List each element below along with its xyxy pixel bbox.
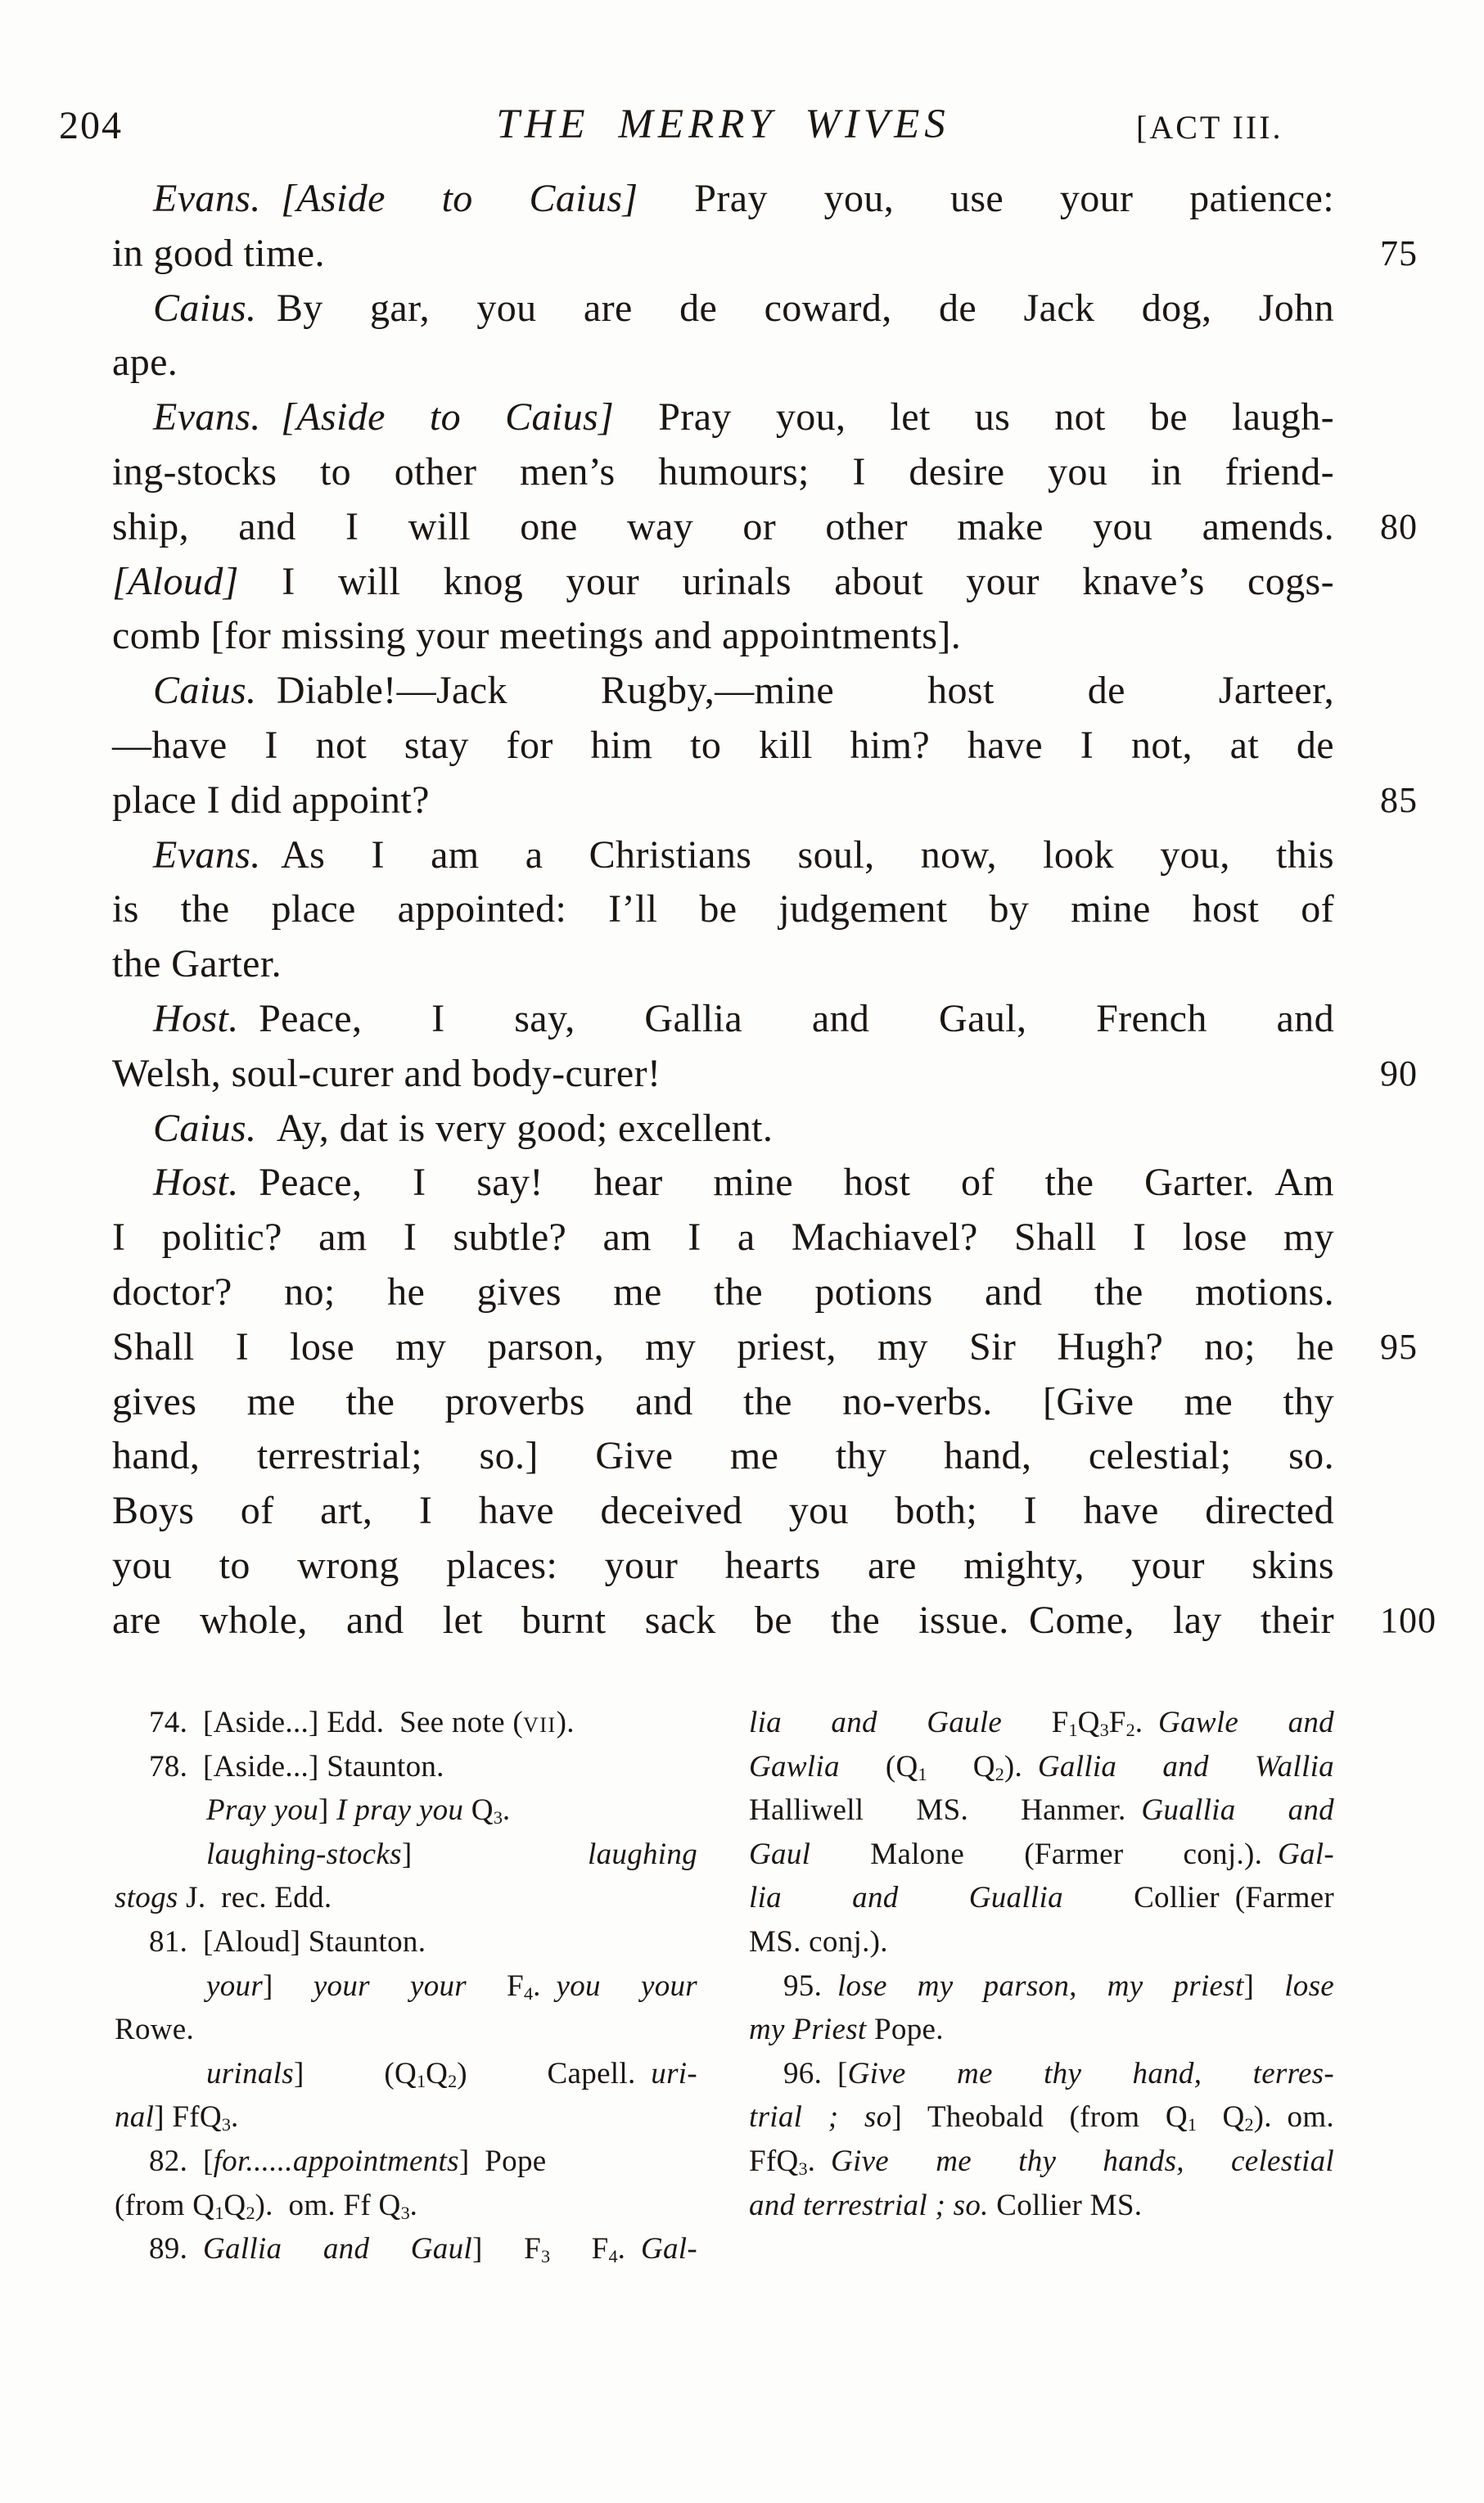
- italic-text: trial ; so: [749, 2100, 892, 2135]
- text: (Q: [839, 1749, 918, 1784]
- text: Pope.: [866, 2013, 944, 2047]
- text: As I am a Christians soul, now, look you, this: [260, 832, 1334, 877]
- italic-text: Gal-: [1277, 1837, 1334, 1871]
- text: 74. [Aside...] Edd. See note (: [149, 1706, 524, 1739]
- footnote-line: [115, 2095, 697, 2140]
- italic-text: Evans.: [153, 177, 261, 220]
- subscript-siglum: 1: [1187, 2114, 1197, 2135]
- footnote-line: [115, 2227, 697, 2271]
- footnotes-left-column: [115, 1701, 697, 2271]
- text: Diable!—Jack Rugby,—mine host de Jarteer,: [256, 669, 1334, 713]
- italic-text: [Aside to Caius]: [281, 177, 638, 220]
- text: F: [1108, 1706, 1126, 1739]
- text-line: [112, 937, 1334, 992]
- text-line: [112, 1047, 1418, 1102]
- italic-text: Gawle and: [1158, 1706, 1334, 1739]
- italic-text: my Priest: [749, 2013, 867, 2047]
- footnote-line: [749, 1833, 1334, 1877]
- text-line: [112, 1375, 1334, 1430]
- italic-text: for......appointments: [213, 2144, 459, 2178]
- text: .: [409, 2188, 418, 2222]
- italic-text: Gaul: [749, 1837, 811, 1871]
- text: Collier MS.: [988, 2188, 1143, 2222]
- text: 81. [Aloud] Staunton.: [149, 1924, 426, 1959]
- text: Q: [1196, 2100, 1245, 2135]
- text: Q: [1077, 1706, 1100, 1739]
- italic-text: [Aside to Caius]: [281, 395, 615, 440]
- text: .: [1134, 1706, 1159, 1739]
- footnote-line: [115, 2008, 697, 2052]
- text: F: [1002, 1706, 1069, 1739]
- subscript-siglum: 4: [608, 2246, 618, 2266]
- text: Q: [223, 2188, 246, 2222]
- text: Halliwell MS. Hanmer.: [749, 1793, 1142, 1828]
- footnote-line: [749, 1920, 1334, 1964]
- text-line: [112, 390, 1334, 445]
- italic-text: lose: [1284, 1969, 1334, 2003]
- act-scene-label: [ACT III.: [1136, 109, 1283, 146]
- text: ). om.: [1253, 2100, 1334, 2135]
- footnote-line: [115, 1701, 697, 1745]
- text: I politic? am I subtle? am I a Machiavel? Shall I lose my: [112, 1215, 1334, 1260]
- italic-text: Guallia and: [1141, 1793, 1334, 1828]
- italic-text: nal: [115, 2100, 155, 2135]
- text-line: [112, 1539, 1334, 1594]
- text-line: [112, 1484, 1334, 1539]
- text-line: [112, 1265, 1334, 1320]
- play-dialogue-block: [112, 172, 1437, 1648]
- text: ]: [318, 1793, 337, 1828]
- text-line: [112, 1594, 1437, 1648]
- text: is the place appointed: I’ll be judgement by mine host of: [112, 887, 1334, 931]
- text: Ay, dat is very good; excellent.: [256, 1106, 774, 1150]
- text: .: [617, 2232, 641, 2266]
- text: 82. [: [149, 2144, 214, 2178]
- subscript-siglum: 3: [493, 1807, 503, 1829]
- text-line: [112, 828, 1334, 883]
- subscript-siglum: 1: [214, 2202, 224, 2223]
- subscript-siglum: 2: [1125, 1719, 1135, 1740]
- margin-line-number: 90: [1380, 1053, 1418, 1094]
- text: 78. [Aside...] Staunton.: [149, 1749, 444, 1784]
- subscript-siglum: 1: [416, 2070, 426, 2091]
- italic-text: and terrestrial ; so.: [749, 2188, 989, 2222]
- margin-line-number: 95: [1380, 1326, 1418, 1367]
- text: ship, and I will one way or other make you amends.: [112, 504, 1334, 548]
- footnote-line: [749, 2095, 1334, 2140]
- text: Pray you, use your patience:: [638, 177, 1334, 220]
- margin-line-number: 100: [1380, 1599, 1437, 1640]
- subscript-siglum: 1: [918, 1763, 927, 1784]
- subscript-siglum: 3: [798, 2158, 808, 2179]
- text: ] Theobald (from Q: [891, 2100, 1188, 2135]
- footnote-line: [115, 1788, 697, 1833]
- footnote-line: [115, 2184, 697, 2228]
- text: Pray you, let us not be laugh-: [614, 395, 1334, 440]
- text: 89.: [149, 2232, 203, 2266]
- text-line: [112, 719, 1334, 773]
- italic-text: Gallia and Gaul: [202, 2232, 472, 2266]
- footnote-line: [749, 2008, 1334, 2052]
- text: Shall I lose my parson, my priest, my Sir Hugh? no; he: [112, 1324, 1334, 1369]
- footnote-line: [749, 1876, 1334, 1920]
- text: ] FfQ: [154, 2100, 222, 2135]
- text: ing-stocks to other men’s humours; I desire you in friend-: [112, 449, 1334, 494]
- text: ). om. Ff Q: [255, 2188, 401, 2222]
- text: MS. conj.).: [749, 1924, 888, 1959]
- subscript-siglum: 2: [448, 2070, 458, 2091]
- italic-text: lia and Gaule: [749, 1706, 1003, 1739]
- italic-text: laughing: [588, 1837, 697, 1871]
- text-line: [112, 1211, 1334, 1265]
- italic-text: you your: [556, 1969, 697, 2003]
- text: ]: [1243, 1969, 1285, 2003]
- italic-text: Give me thy hand, terres-: [847, 2056, 1334, 2090]
- italic-text: Give me thy hands, celestial: [830, 2144, 1334, 2178]
- text: Q: [426, 2056, 449, 2090]
- text-line: [112, 1156, 1334, 1211]
- text: [261, 177, 281, 220]
- text: Boys of art, I have deceived you both; I have directed: [112, 1489, 1334, 1533]
- text-line: [112, 1429, 1334, 1484]
- text: the Garter.: [112, 942, 282, 986]
- text-line: [112, 773, 1418, 828]
- text: 95.: [783, 1969, 837, 2003]
- running-title: THE MERRY WIVES: [496, 101, 950, 147]
- text-line: [112, 445, 1334, 500]
- footnote-line: [749, 1788, 1334, 1833]
- italic-text: Evans.: [153, 395, 261, 440]
- text: F: [467, 1969, 525, 2003]
- text: Q: [927, 1749, 995, 1784]
- text: Q: [463, 1793, 494, 1828]
- text: you to wrong places: your hearts are mighty, your skins: [112, 1543, 1334, 1587]
- text-line: [112, 664, 1334, 719]
- text-line: [112, 282, 1334, 336]
- subscript-siglum: 2: [1244, 2114, 1254, 2135]
- text-line: [112, 227, 1418, 282]
- italic-text: lia and Guallia: [749, 1881, 1063, 1915]
- subscript-siglum: 3: [221, 2114, 231, 2135]
- italic-text: lose my parson, my priest: [837, 1969, 1244, 2003]
- text: ]: [263, 1969, 313, 2003]
- italic-text: Gawlia: [749, 1749, 840, 1784]
- italic-text: Caius.: [153, 669, 257, 713]
- text: ] (Q: [293, 2056, 417, 2090]
- text: Peace, I say! hear mine host of the Garter. Am: [238, 1161, 1334, 1205]
- text: ape.: [112, 340, 178, 385]
- italic-text: Caius.: [153, 1106, 257, 1150]
- subscript-siglum: 3: [541, 2246, 551, 2266]
- footnote-line: [115, 1964, 697, 2009]
- italic-text: urinals: [206, 2056, 294, 2090]
- subscript-siglum: 1: [1068, 1719, 1078, 1740]
- subscript-siglum: 4: [524, 1982, 534, 2004]
- text: [261, 395, 281, 439]
- italic-text: your: [206, 1969, 264, 2003]
- footnotes-right-column: [749, 1701, 1334, 2227]
- text: 96. [: [783, 2056, 848, 2090]
- footnote-line: [749, 2052, 1334, 2096]
- text: Welsh, soul-curer and body-curer!: [112, 1051, 661, 1095]
- footnote-line: [115, 2052, 697, 2096]
- text-line: [112, 882, 1334, 937]
- footnote-line: [749, 1745, 1334, 1789]
- text: .: [230, 2100, 239, 2135]
- text: (from Q: [115, 2188, 215, 2222]
- italic-text: uri-: [651, 2056, 697, 2090]
- text-line: [112, 1320, 1418, 1375]
- footnote-line: [115, 1876, 697, 1920]
- footnote-line: [749, 2140, 1334, 2184]
- text: doctor? no; he gives me the potions and the motions.: [112, 1270, 1334, 1314]
- text-line: [112, 336, 1334, 390]
- italic-text: Caius.: [153, 286, 257, 330]
- text: vii: [523, 1706, 557, 1739]
- margin-line-number: 75: [1380, 232, 1418, 273]
- subscript-siglum: 2: [246, 2202, 255, 2223]
- italic-text: stogs: [115, 1881, 178, 1915]
- text: ).: [1004, 1749, 1038, 1784]
- footnote-line: [115, 1745, 697, 1789]
- italic-text: your your: [313, 1969, 467, 2003]
- italic-text: [Aloud]: [112, 559, 239, 603]
- text-line: [112, 992, 1334, 1047]
- text: J. rec. Edd.: [178, 1881, 332, 1915]
- text: place I did appoint?: [112, 778, 430, 822]
- italic-text: Pray you: [206, 1793, 318, 1828]
- text: ) Capell.: [457, 2056, 652, 2090]
- subscript-siglum: 3: [400, 2202, 410, 2223]
- text: ]: [401, 1837, 589, 1871]
- text: gives me the proverbs and the no-verbs. [Give me thy: [112, 1379, 1334, 1423]
- italic-text: Gallia and Wallia: [1037, 1749, 1334, 1784]
- text-line: [112, 500, 1418, 555]
- italic-text: laughing-stocks: [206, 1837, 402, 1871]
- footnote-line: [749, 2184, 1334, 2228]
- italic-text: Evans.: [153, 832, 261, 877]
- text: .: [502, 1793, 511, 1828]
- text: Peace, I say, Gallia and Gaul, French and: [238, 996, 1334, 1040]
- text: comb [for missing your meetings and appointments].: [112, 614, 962, 658]
- italic-text: Gal-: [640, 2232, 697, 2266]
- text-line: [112, 1102, 1334, 1157]
- footnote-line: [115, 1833, 697, 1877]
- footnote-line: [115, 2140, 697, 2184]
- italic-text: I pray you: [336, 1793, 464, 1828]
- text: I will knog your urinals about your knave’s cogs-: [238, 559, 1334, 603]
- margin-line-number: 80: [1380, 506, 1418, 547]
- text: .: [807, 2144, 831, 2178]
- text: ).: [556, 1706, 575, 1739]
- text: ] F: [471, 2232, 541, 2266]
- text: .: [533, 1969, 557, 2003]
- text: F: [550, 2232, 609, 2266]
- text: in good time.: [112, 231, 325, 275]
- italic-text: Host.: [153, 1161, 239, 1205]
- text-line: [112, 555, 1334, 610]
- text: ] Pope: [458, 2144, 547, 2178]
- text: Malone (Farmer conj.).: [810, 1837, 1278, 1871]
- footnote-line: [749, 1701, 1334, 1745]
- text: FfQ: [749, 2144, 799, 2178]
- text: Collier (Farmer: [1062, 1881, 1334, 1915]
- text: —have I not stay for him to kill him? have I not, at de: [112, 723, 1334, 767]
- margin-line-number: 85: [1380, 779, 1418, 820]
- subscript-siglum: 3: [1099, 1719, 1109, 1740]
- footnote-line: [115, 1920, 697, 1964]
- italic-text: Host.: [153, 996, 239, 1040]
- subscript-siglum: 2: [995, 1763, 1004, 1784]
- text: hand, terrestrial; so.] Give me thy hand, celestial; so.: [112, 1434, 1334, 1478]
- text-line: [112, 609, 1334, 664]
- page-number: 204: [59, 104, 123, 147]
- text: Rowe.: [115, 2013, 195, 2047]
- text-line: [112, 172, 1334, 227]
- text: By gar, you are de coward, de Jack dog, John: [256, 286, 1334, 330]
- footnote-line: [749, 1964, 1334, 2009]
- text: are whole, and let burnt sack be the issue. Come, lay their: [112, 1598, 1334, 1642]
